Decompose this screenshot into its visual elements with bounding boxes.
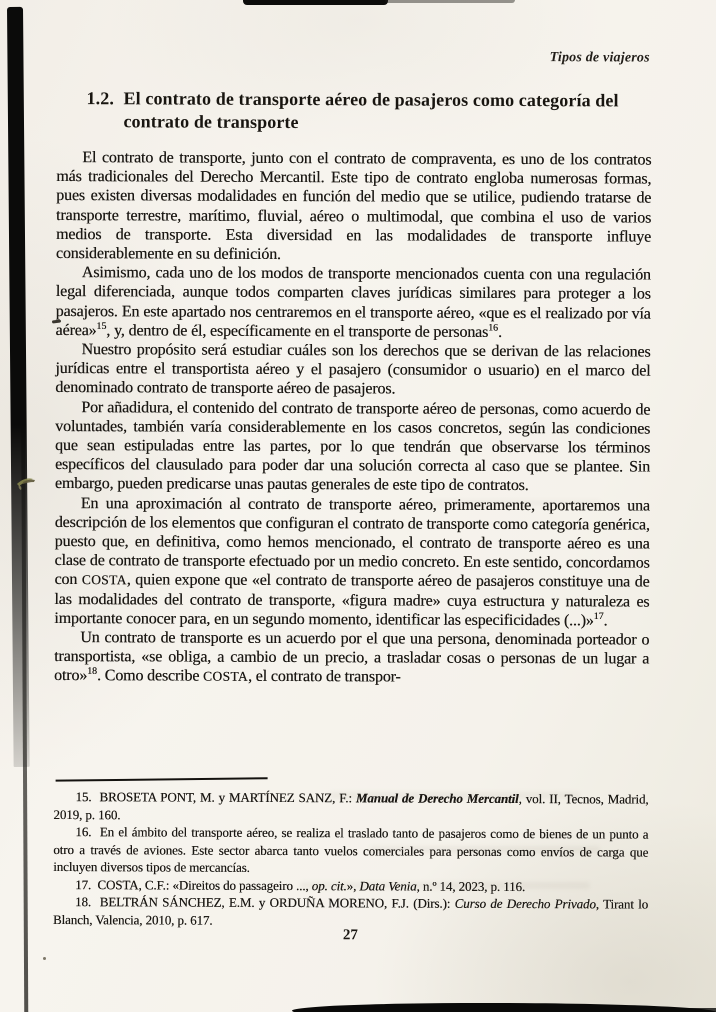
body-text xyxy=(54,148,651,688)
section-number: 1.2. xyxy=(86,88,115,109)
paragraph-2: Asimismo, cada uno de los modos de transporte mencionados cuenta con una regulación legal diferenciada, aunque todos comparten claves jurídicas similares para proteger a los pasajeros. En este apartado nos centraremos en el transporte aéreo, «que es el realizado por vía aérea»$^{15}$, y, dentro de él, específicamente en el transporte de personas$^{16}$. xyxy=(55,264,651,341)
paragraph-4: Por añadidura, el contenido del contrato de transporte aéreo de personas, como acuerdo de voluntades, también varía considerablemente en los casos concretos, según las condiciones que sean estipuladas entre las partes, por lo que tendrán que observarse los términos específicos del clausulado para poder dar una solución correcta al caso que se plantee. Sin embargo, pueden predicarse unas pautas generales de este tipo de contratos. xyxy=(54,398,651,495)
footnote-18: 18. BELTRÁN SÁNCHEZ, E.M. y ORDUÑA MORENO, F.J. (Dirs.): Curso de Derecho Privado, Tirant lo Blanch, Valencia, 2010, p. 617. xyxy=(52,894,649,928)
paragraph-5: En una aproximación al contrato de transporte aéreo, primeramente, aportaremos una descripción de los elementos que configuran el contrato de transporte como categoría genérica, puesto que, en definitiva, como hemos mencionado, el contrato de transporte aéreo es una clase de contrato de transporte efectuado por un medio concreto. En este sentido, concordamos con COSTA, quien expone que «el contrato de transporte aéreo de pasajeros constituye una de las modalidades del contrato de transporte, «figura madre» cuya estructura y naturaleza es importante conocer para, en un segundo momento, identificar las especificidades (...)»$^{17}$. xyxy=(54,494,650,630)
scan-edge-left-band xyxy=(7,7,30,767)
paragraph-3: Nuestro propósito será estudiar cuáles son los derechos que se derivan de las relaciones jurídicas entre el transportista aéreo y el pasajero (consumidor o usuario) en el marco del denominado contrato de transporte aéreo de pasajeros. xyxy=(55,341,651,398)
footnote-15: 15. BROSETA PONT, M. y MARTÍNEZ SANZ, F.: Manual de Derecho Mercantil, vol. II, Tecnos, Madrid, 2019, p. 160. xyxy=(53,789,649,822)
section-title: El contrato de transporte aéreo de pasajeros como categoría del contrato de transporte xyxy=(123,88,619,133)
page-number: 27 xyxy=(342,927,358,944)
paragraph-6: Un contrato de transporte es un acuerdo por el que una persona, denominada porteador o transportista, «se obliga, a cambio de un precio, a trasladar cosas o personas de un lugar a otro»$^{18}$. Como describe COSTA, el contrato de transpor- xyxy=(54,629,650,686)
smudge-icon xyxy=(13,468,39,494)
page-content xyxy=(53,0,652,1012)
footnote-16: 16. En el ámbito del transporte aéreo, se realiza el traslado tanto de pasajeros como de bienes de un punto a otro a través de aviones. Este sector abarca tanto vuelos comerciales para personas como envíos de carga que incluyen diversos tipos de mercancías. xyxy=(53,824,649,875)
margin-smudge-mark xyxy=(13,468,39,499)
footnote-separator-rule xyxy=(56,777,268,781)
margin-speck xyxy=(43,957,46,960)
paragraph-1: El contrato de transporte, junto con el contrato de compraventa, es uno de los contratos más tradicionales del Derecho Mercantil. Este tipo de contrato engloba numerosas formas, pues existen diversas modalidades en función del medio que se utilice, pudiendo tratarse de transporte terrestre, marítimo, fluvial, aéreo o multimodal, que combina el uso de varios medios de transporte. Esta diversidad en las modalidades de transporte influye considerablemente en su definición. xyxy=(55,149,652,263)
scan-shadow-bottom-tail xyxy=(640,1008,716,1012)
section-heading xyxy=(86,87,626,135)
footnote-17: 17. COSTA, C.F.: «Direitos do passageiro ..., op. cit.», Data Venia, n.º 14, 2023, p. 116. xyxy=(75,876,526,894)
running-header: Tipos de viajeros xyxy=(549,50,650,66)
footnotes-block xyxy=(53,788,649,931)
